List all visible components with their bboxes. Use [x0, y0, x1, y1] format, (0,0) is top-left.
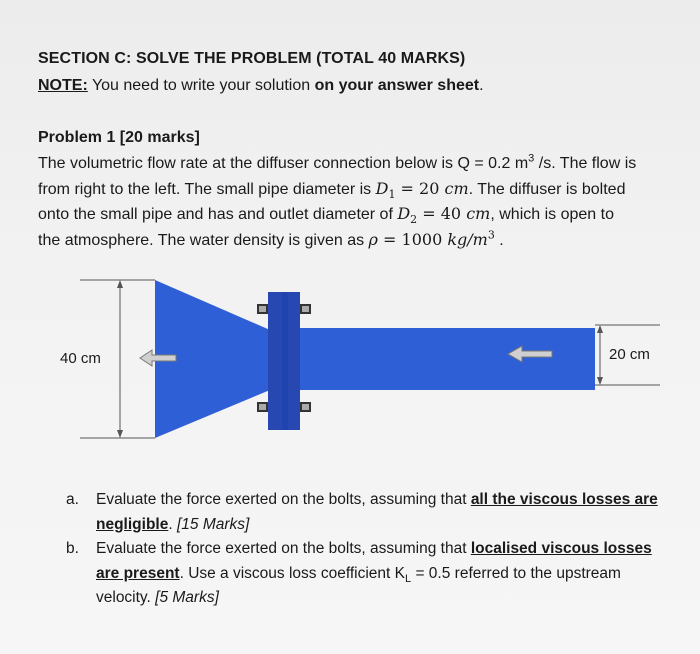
question-b-post: = 0.5 referred to the upstream velocity.	[96, 564, 621, 606]
question-a-marker: a.	[66, 491, 79, 508]
question-list	[66, 488, 676, 611]
problem-title: Problem 1 [20 marks]	[38, 129, 200, 146]
l3-eq: = 40	[417, 204, 467, 223]
question-b-emphasis: localised viscous losses are present	[96, 540, 652, 582]
small-pipe	[290, 328, 595, 390]
note-line	[38, 77, 484, 95]
l2-pre: from right to the left. The small pipe diameter is	[38, 180, 376, 198]
bolt-bottom-left	[257, 402, 268, 412]
bolt-bottom-right	[300, 402, 311, 412]
pipe-diameter-label: 20 cm	[609, 346, 650, 363]
l2-post: . The diffuser is bolted	[468, 180, 626, 198]
question-a-marks: [15 Marks]	[176, 515, 250, 533]
question-b-text: Evaluate the force exerted on the bolts, assuming that	[96, 540, 471, 557]
l3-pre: onto the small pipe and has and outlet diameter of	[38, 206, 398, 223]
l4-sup: 3	[487, 228, 495, 242]
l2-unit: cm	[444, 178, 469, 198]
question-a-mid: .	[168, 515, 177, 533]
question-b-sub: L	[405, 572, 412, 585]
l1-post: /s. The flow is	[534, 155, 637, 172]
question-a	[66, 488, 676, 537]
note-text-after: .	[479, 77, 484, 94]
l4-sym: ρ	[368, 229, 378, 249]
l3-unit: cm	[466, 204, 491, 223]
problem-line-4	[38, 228, 678, 254]
l3-sub: 2	[410, 213, 418, 227]
l4-post: .	[494, 231, 504, 249]
note-text-before: You need to write your solution	[87, 77, 315, 94]
problem-line-3	[38, 202, 678, 228]
question-b-mid: . Use a viscous loss coefficient K	[179, 564, 406, 582]
outlet-diameter-label: 40 cm	[60, 350, 101, 367]
question-b-marker: b.	[66, 540, 79, 557]
l1-sup: 3	[528, 152, 535, 165]
l2-sub: 1	[388, 187, 396, 201]
flange-gasket	[282, 292, 288, 430]
d2-symbol	[397, 204, 491, 227]
d1-symbol	[375, 178, 469, 201]
bolt-top-left	[257, 304, 268, 314]
bolt-top-right	[300, 304, 311, 314]
density-symbol	[369, 230, 495, 249]
l3-post: , which is open to	[490, 206, 614, 223]
l4-pre: the atmosphere. The water density is given as	[38, 231, 369, 249]
note-label: NOTE:	[38, 77, 88, 94]
question-b-marks: [5 Marks]	[155, 589, 219, 606]
problem-statement	[38, 152, 678, 253]
question-b	[66, 537, 676, 611]
l2-eq: = 20	[395, 178, 445, 198]
diffuser-diagram	[60, 270, 670, 450]
problem-line-1	[38, 152, 678, 177]
question-a-emphasis: all the viscous losses are negligible	[96, 491, 658, 533]
l4-eq: = 1000	[377, 229, 448, 249]
l3-sym: D	[397, 204, 411, 223]
l2-sym: D	[375, 178, 389, 198]
l1-pre: The volumetric flow rate at the diffuser connection below is Q = 0.2 m	[38, 155, 529, 172]
problem-line-2	[38, 177, 678, 203]
question-a-text: Evaluate the force exerted on the bolts, assuming that	[96, 491, 471, 508]
note-bold-text: on your answer sheet	[314, 77, 480, 94]
section-heading: SECTION C: SOLVE THE PROBLEM (TOTAL 40 MARKS)	[38, 50, 466, 67]
l4-unit: kg/m	[447, 229, 488, 249]
